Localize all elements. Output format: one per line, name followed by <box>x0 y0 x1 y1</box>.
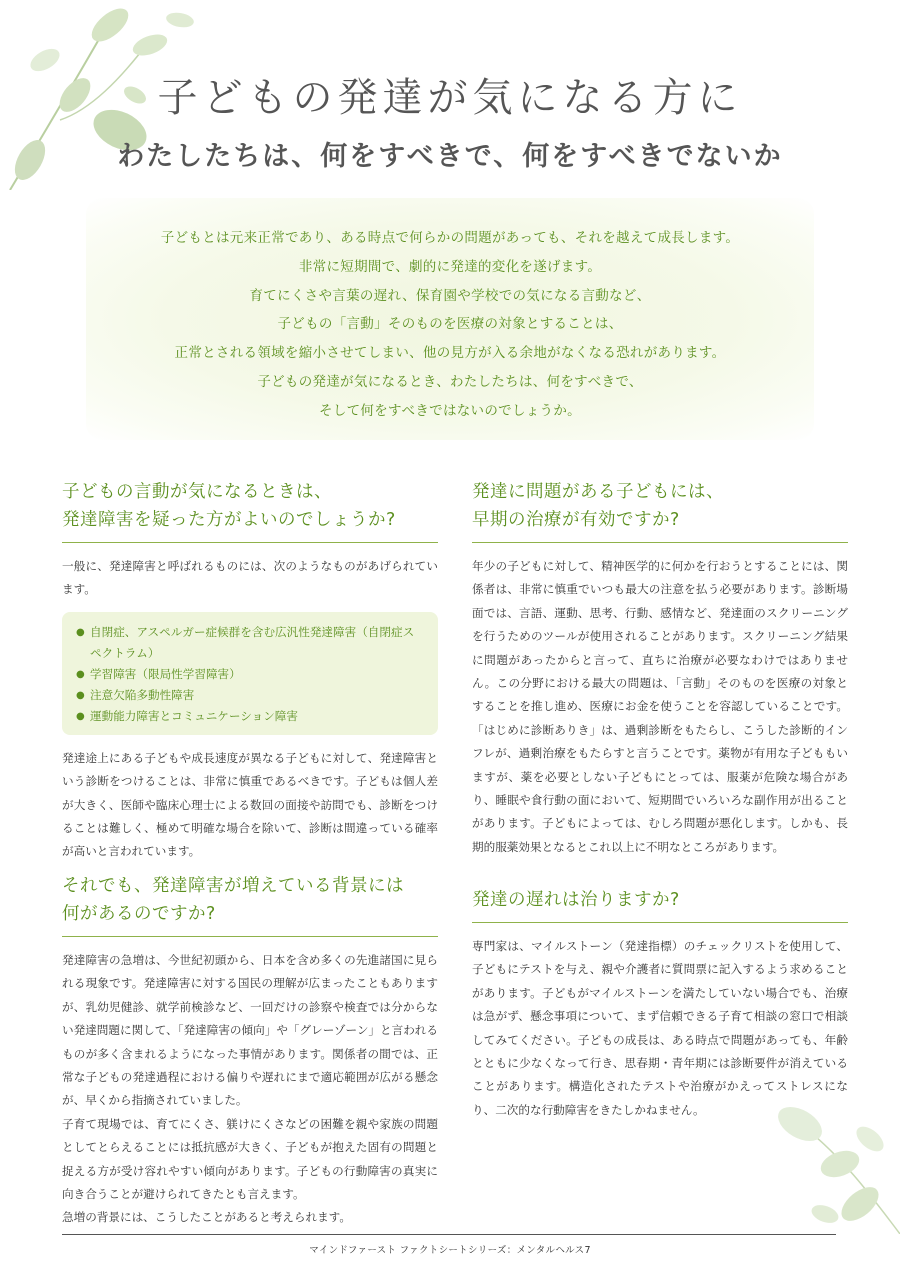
section-q1-heading <box>62 478 438 543</box>
intro-line: 子どもの「言動」そのものを医療の対象とすることは、 <box>277 316 623 333</box>
disorder-list <box>62 612 438 735</box>
heading-line: それでも、発達障害が増えている背景には <box>62 876 404 896</box>
list-item: ● 自閉症、アスペルガー症候群を含む広汎性発達障害（自閉症スペクトラム） <box>76 622 424 664</box>
heading-line: 子どもの言動が気になるときは、 <box>62 482 332 502</box>
section-q3-body: 急増の背景には、こうしたことがあると考えられます。 <box>62 1210 351 1225</box>
section-q3-body: 子育て現場では、育てにくさ、躾けにくさなどの困難を親や家族の問題としてとらえることには抵抗感が大きく、子どもが抱えた固有の問題と捉える方が受け容れやすい傾向があります。子どもの行動障害の真実に向き合うことが避けられてきたとも言えます。 <box>62 1116 438 1202</box>
section-q3-body: 発達障害の急増は、今世紀初頭から、日本を含め多くの先進諸国に見られる現象です。発達障害に対する国民の理解が広まったこともありますが、乳幼児健診、就学前検診など、一回だけの診察や検査では分からない発達問題に関して、「発達障害の傾向」や「グレーゾーン」と言われるものが多く含まれるようになった事情があります。関係者の間では、正常な子どもの発達過程における偏りや遅れにまで適応範囲が広がる懸念が、早くから指摘されていました。 <box>62 953 438 1108</box>
page-subtitle: わたしたちは、何をすべきで、何をすべきでないか <box>117 141 783 172</box>
section-q4 <box>472 872 848 1122</box>
footer-divider <box>62 1234 836 1235</box>
intro-line: 子どもとは元来正常であり、ある時点で何らかの問題があっても、それを越えて成長します。 <box>160 230 740 246</box>
heading-line: 発達障害を疑った方がよいのでしょうか? <box>62 510 396 530</box>
section-q4-body: 専門家は、マイルストーン（発達指標）のチェックリストを使用して、子どもにテストを与え、親や介護者に質問票に記入するよう求めることがあります。子どもがマイルストーンを満たしていない場合でも、治療は急がず、懸念事項について、まず信頼できる子育て相談の窓口で相談してみてください。子どもの成長は、ある時点で問題があっても、年齢とともに少なくなって行き、思春期・青年期には診断要件が消えていることがあります。構造化されたテストや治療がかえってストレスになり、二次的な行動障害をきたしかねません。 <box>472 939 848 1117</box>
intro-line: 子どもの発達が気になるとき、わたしたちは、何をすべきで、 <box>257 373 643 390</box>
section-q3-heading <box>62 872 438 937</box>
intro-line: 育てにくさや言葉の遅れ、保育園や学校での気になる言動など、 <box>249 287 651 304</box>
section-q1-intro: 一般に、発達障害と呼ばれるものには、次のようなものがあげられています。 <box>62 559 438 597</box>
page-title: 子どもの発達が気になる方に <box>157 75 743 121</box>
heading-line: 発達に問題がある子どもには、 <box>472 482 724 502</box>
intro-box <box>86 198 814 440</box>
heading-line: 早期の治療が有効ですか? <box>472 510 680 530</box>
section-q2-body: 年少の子どもに対して、精神医学的に何かを行おうとすることには、関係者は、非常に慎重でいつも最大の注意を払う必要があります。診断場面では、言語、運動、思考、行動、感情など、発達面のスクリーニングを行うためのツールが使用されることがあります。スクリーニング結果に問題があったからと言って、直ちに治療が必要なわけではありません。この分野における最大の問題は、「言動」そのものを医療の対象とすることを推し進め、医療にお金を使うことを容認していることです。「はじめに診断ありき」は、過剰診断をもたらし、こうした診断的インフレが、過剰治療をもたらすと言うことです。薬物が有用な子どももいますが、薬を必要としない子どもにとっては、服薬が危険な場合があり、睡眠や食行動の面において、短期間でいろいろな副作用が出ることがあります。子どもによっては、むしろ問題が悪化します。しかも、長期的服薬効果となるとこれ以上に不明なところがあります。 <box>472 559 848 854</box>
intro-line: 非常に短期間で、劇的に発達的変化を遂げます。 <box>298 258 602 275</box>
section-q3 <box>62 872 438 1230</box>
heading-line: 何があるのですか? <box>62 904 216 924</box>
list-item: ● 運動能力障害とコミュニケーション障害 <box>76 706 424 727</box>
section-q2 <box>472 478 848 859</box>
list-item: ● 注意欠陥多動性障害 <box>76 685 424 706</box>
footer-text: マインドファースト ファクトシートシリーズ：メンタルヘルス7 <box>309 1245 591 1256</box>
list-item: ● 学習障害（限局性学習障害） <box>76 664 424 685</box>
section-q2-heading <box>472 478 848 543</box>
intro-line: 正常とされる領域を縮小させてしまい、他の見方が入る余地がなくなる恐れがあります。 <box>174 345 726 362</box>
intro-line: そして何をすべきではないのでしょうか。 <box>319 402 581 419</box>
section-q4-heading: 発達の遅れは治りますか? <box>472 872 848 923</box>
section-q1-body: 発達途上にある子どもや成長速度が異なる子どもに対して、発達障害という診断をつけることは、非常に慎重であるべきです。子どもは個人差が大きく、医師や臨床心理士による数回の面接や訪問でも、診断をつけることは難しく、極めて明確な場合を除いて、診断は間違っている確率が高いと言われています。 <box>62 750 438 859</box>
section-q1 <box>62 478 438 864</box>
